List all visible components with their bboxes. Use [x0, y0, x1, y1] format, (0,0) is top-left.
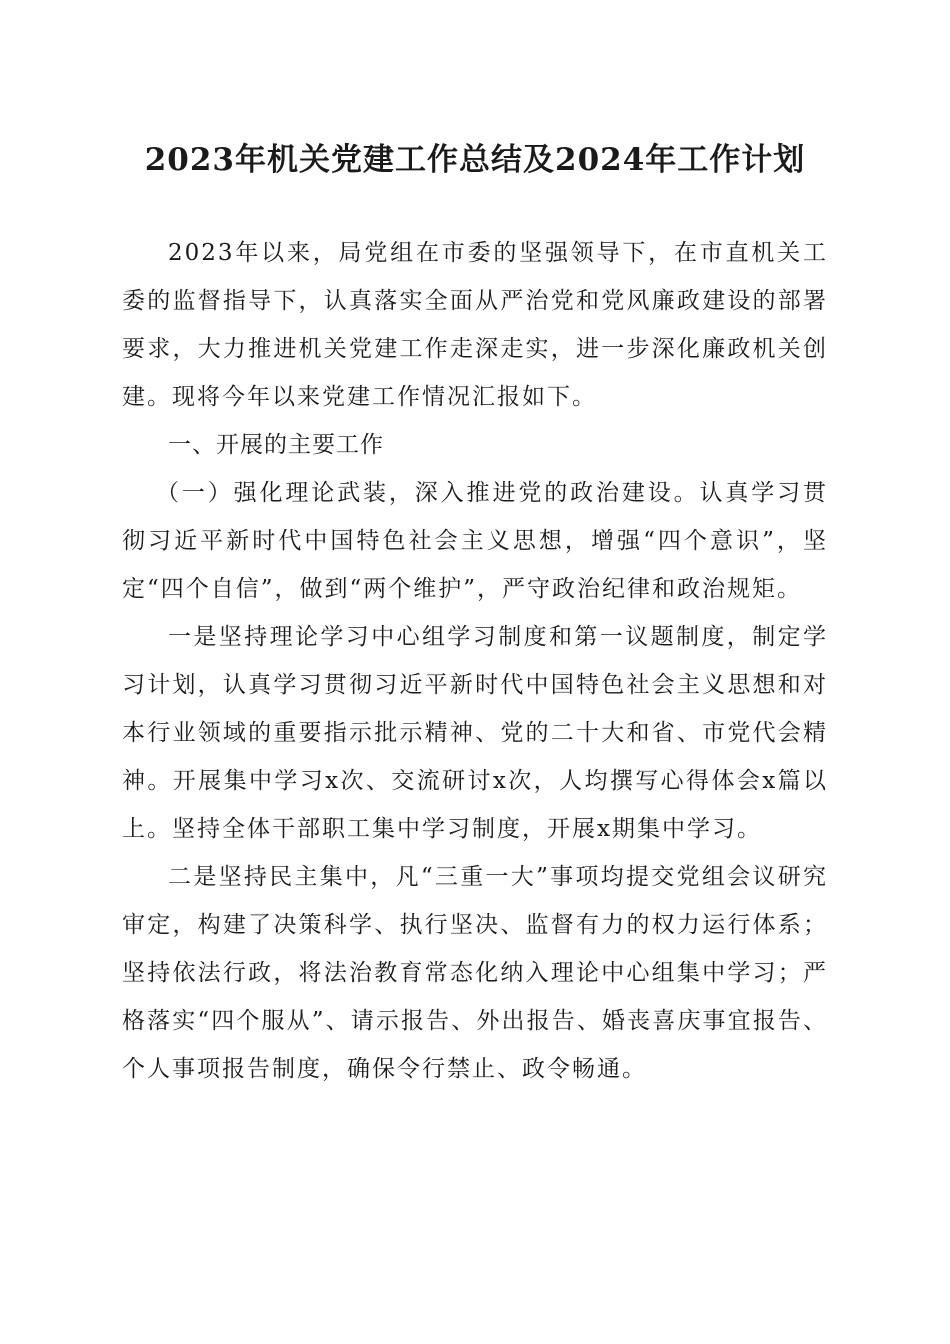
point-one-paragraph: 一是坚持理论学习中心组学习制度和第一议题制度，制定学习计划，认真学习贯彻习近平新时代中国特色社会主义思想和对本行业领域的重要指示批示精神、党的二十大和省、市党代会精神。开展集中学习x次、交流研讨x次，人均撰写心得体会x篇以上。坚持全体干部职工集中学习制度，开展x期集中学习。 — [122, 624, 828, 842]
document-title: 2023年机关党建工作总结及2024年工作计划 — [144, 142, 806, 178]
subsection-paragraph: （一）强化理论武装，深入推进党的政治建设。认真学习贯彻习近平新时代中国特色社会主义思想，增强“四个意识”，坚定“四个自信”，做到“两个维护”，严守政治纪律和政治规矩。 — [122, 480, 828, 602]
point-two-paragraph: 二是坚持民主集中，凡“三重一大”事项均提交党组会议研究审定，构建了决策科学、执行坚决、监督有力的权力运行体系；坚持依法行政，将法治教育常态化纳入理论中心组集中学习；严格落实“四个服从”、请示报告、外出报告、婚丧喜庆事宜报告、个人事项报告制度，确保令行禁止、政令畅通。 — [122, 864, 828, 1082]
document-body — [122, 229, 828, 1093]
section-heading: 一、开展的主要工作 — [168, 432, 384, 458]
intro-paragraph: 2023年以来，局党组在市委的坚强领导下，在市直机关工委的监督指导下，认真落实全面从严治党和党风廉政建设的部署要求，大力推进机关党建工作走深走实，进一步深化廉政机关创建。现将今年以来党建工作情况汇报如下。 — [122, 240, 828, 410]
